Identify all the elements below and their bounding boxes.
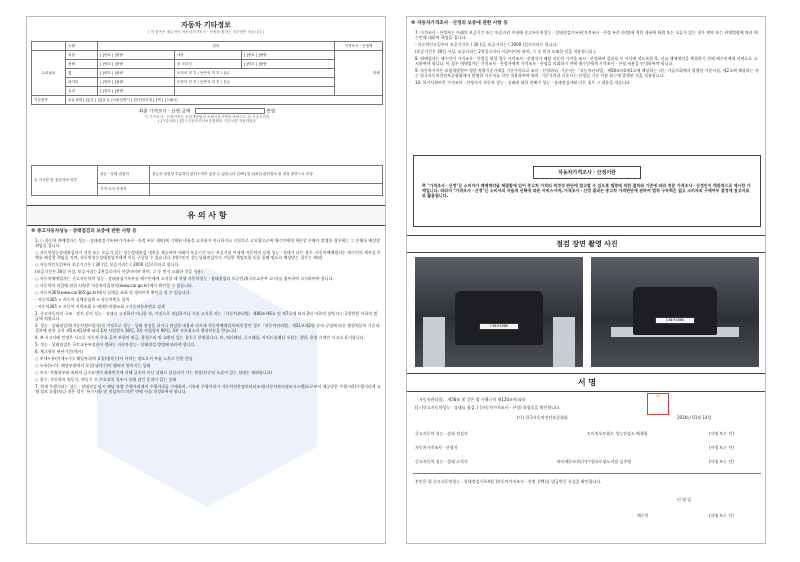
right-page — [406, 16, 766, 544]
inspection-photo-rear — [591, 257, 759, 367]
final-price-label: 최종 가격조사ㆍ산정 금액 — [138, 109, 191, 115]
final-price-box[interactable] — [195, 108, 265, 114]
grid-status: [ ]양호 [ ]불량 — [98, 51, 175, 60]
notice-paragraph: - 자동차365 > 자동차 이력조회 > 매매동차량조회 >자동차등록번호 검색 — [35, 304, 165, 309]
definition-title: 자동차가격조사ㆍ산정이란 — [533, 166, 641, 179]
inspection-photo-front — [415, 257, 583, 367]
notice-paragraph: 2. 중고자동차의 구조ㆍ장치 등의 성능ㆍ상태를 고지하지 아니한 자, 거짓으로 점검하거나 거짓 고지한 자는「자동차관리법」제80조제6호 및 제7호에 따라 2년 이하의 징역 또는 2천만원 이하의 벌금에 처합니다. — [35, 311, 378, 321]
notice-paragraph: 6. 체크항목 판단기준(예시) — [35, 349, 84, 354]
basic-value: 보유상태 [ ]없음 [ ]있음 ([ ]사용설명서 [ ]안전삼각대 [ ]잭 [ ]스패너) — [66, 96, 383, 105]
notice-paragraph: - 자동차인도일부터 보증기간은 ( 30 )일, 보증거리는 ( 2000 )킬로미터로 합니다. — [415, 42, 558, 47]
opinion-block — [31, 165, 383, 196]
closing-date[interactable]: 년 월 일 — [677, 497, 692, 502]
grid-label: 운전석 전 후 / 동반석 전 후 / 응급 — [174, 78, 334, 87]
definition-box — [413, 155, 761, 227]
grid-label: 내장 — [174, 51, 241, 60]
warranty-section-title: ※ 자동차가격조사ㆍ산정의 보증에 관한 사항 등 — [411, 21, 508, 26]
notice-paragraph: 4. ※ 시고이에 인정은 사고로 자동차 주요 골격 부위의 판금, 용접수리 및 교환이 있는 경우로 한정합니다. 단, 쿼터패널, 루프패널, 사이드실패널 부위는 절단, 용접 시에만 사고로 표기합니다. — [35, 335, 365, 340]
warranty-body — [407, 29, 765, 89]
sign-row-sig[interactable]: (서명 또는 인) — [709, 445, 734, 450]
notice-paragraph: ○ 미세누유(미세누수): 해당부위에 오일(냉각수)이 비치는 정도로서 부품 노후로 인한 현상 — [35, 356, 193, 361]
grid-status: [ ]양호 [ ]불량 — [98, 78, 175, 87]
sign-row-value: 도이치오토월드 성능점검소 배재형 — [587, 431, 648, 436]
notice-section: ※ 중고자동차성능ㆍ상태점검의 보증에 관한 사항 등 — [31, 229, 137, 234]
notice-body — [27, 237, 386, 398]
notice-paragraph: 7. 현재 주행거리는 성능ㆍ상태점검 당시 해당 차량 주행거리계의 주행거리를 기재하며, 기록된 주행거리가 자동차전산정보처리조직(자동차관리정보시스템)으로부터 제공받은 주행거리(주행거리계 교체 정보 포함)보다 적은 경우 '특기사항 및 점검자의 의견' 란에 이를 작성하여야 합니다. — [35, 384, 381, 394]
repair-group: 수리필요 — [32, 51, 66, 96]
notice-paragraph: ○ 부식: 차량하부와 외판의 금속표면이 화학반응에 의해 금속이 아닌 상태로 상실되어 가는 현상(단순히 녹슬어 있는 상태는 제외합니다) — [35, 370, 272, 375]
sign-row-label: 자동차가격조사ㆍ산정자 — [415, 445, 458, 450]
notice-paragraph: ○ 자동차365(www.car365.go.kr)에서 실매물 조회 및 정비이력 확인을 할 수 있습니다. — [35, 290, 191, 295]
price-unit: 만원 — [335, 51, 383, 96]
buyer-sig[interactable]: (서명 또는 인) — [709, 513, 734, 518]
car-icon — [455, 291, 543, 345]
col-item: 항목 — [98, 42, 335, 51]
notice-paragraph: ○ 자동차의 리콜에 관한 사항은 자동차리콜센터(www.car.go.kr)에서 확인할 수 있습니다. — [35, 283, 194, 288]
notice-paragraph: 5. 성능ㆍ상태점검은 국토교통부장관이 정하는 자동차성능ㆍ상태점검 방법에 따라야 합니다. — [35, 342, 196, 347]
plate-front: 138보4580 — [479, 323, 519, 330]
opinion-inspector-note: 성능과 평점상 부분적인 판단도착이 있을 수 있습니다. [TIP] 및 위치점 판단정보 및 대상 판단으로 부영 — [150, 166, 383, 184]
notice-paragraph: ○ 침수: 자동차의 원동기, 변속기 등 주요장치 일부가 물에 잠긴 흔적이 있는 상태 — [35, 377, 177, 382]
notice-paragraph: 10. 특기사항란은 가격조사ㆍ산정자가 자동차 성능ㆍ상태에 대한 견해가 성능ㆍ상태점검자와 다른 경우 그 내용을 적습니다. — [415, 80, 632, 85]
left-page — [26, 16, 386, 544]
photo-section-title: 점검 장면 촬영 사진 — [407, 235, 766, 253]
opinion-appraiser: 가격 조사 산정자 — [98, 184, 150, 196]
grid-label: 룸 크리닝 — [174, 60, 241, 69]
buyer-label: 매수인 — [637, 513, 649, 518]
notice-paragraph: 9. 자동차가격은 보험개발원이 정한 차량기준가액을 기준가격으로 조사ㆍ산정하되, 기준서는「자동차관리법」제58조의4제1호에 해당하는 자는 기술사회에서 발행한 기준서를, 제2호에 해당하는 자는 한국자동차진단보증협회에서 발행한 기준서를 각각 적용하여야 하며, 기준가격과 기준서는 산정일 기준 가장 최근에 발행된 것을 적용합니다. — [415, 68, 759, 78]
sign-section-title: 서 명 — [407, 373, 766, 392]
page-title: 자동차 기타정보 — [181, 21, 231, 29]
notice-paragraph: (보증기간은 30일 이상, 보증거리는 2천킬로미터 이상이어야 하며, 그 중 먼저 도래한 것을 적용) — [35, 269, 203, 274]
sign-date: 2026년 01월 14일 — [677, 415, 712, 420]
notice-paragraph: ○ 자동차인도일부터 보증기간은 ( 30 )일, 보증거리는 ( 2000 )킬로미터로 합니다. — [35, 262, 180, 267]
sign-row-value: 바이에른오토(주)수원오토월드지점 김주영 — [557, 459, 631, 464]
notice-paragraph: 1. ○ 자동차 매매업자는 성능ㆍ상태점검기록부(가격조사ㆍ산정 부분 제외)에 기재된 내용을 고지하지 아니하거나 거짓으로 고지함으로써 매수인에게 재산상 손해가 발생한 경우에는 그 손해를 배상할 책임을 집니다. — [35, 238, 380, 248]
notice-paragraph: 7. 가격조사ㆍ산정자는 아래의 보증기간 또는 보증거리 이내에 중고자동차성능ㆍ상태점검기록부(가격조사ㆍ산정 부분 한정)에 적힌 내용에 허위 또는 오류가 있는 경우 계약 또는 관계법령에 따라 매수인에 대하여 책임을 집니다. — [415, 30, 758, 40]
notice-paragraph: ○ 누유(누수): 해당부위에서 오일(냉각수)이 맺혀서 떨어지는 상태 — [35, 363, 151, 368]
sign-row-label: 중고자동차 성능ㆍ상태 점검자 — [415, 431, 468, 436]
grid-status: [ ]양호 [ ]불량 — [98, 87, 175, 96]
plate-rear: 138보4580 — [655, 317, 695, 324]
grid-label: 운전석 전 후 / 동반석 전 후 / 응급 — [174, 69, 334, 78]
sign-law: 「자동차관리법」 제58조 및 같은 법 시행규칙 제120조에 따라 — [415, 397, 526, 402]
grid-status: [ ]양호 [ ]불량 — [98, 60, 175, 69]
notice-paragraph: 8. 매매업자는 매수인이 가격조사ㆍ산정을 원할 경우 가격조사ㆍ산정자가 해당 자동차 가격을 조사ㆍ산정하여 결과를 이 서식에 적도록한 후, 이를 매매계약을 체결하기 전에 매수인에게 서면으로 고지하여야 합니다. 이 경우 매매업자는 가격조사ㆍ산정자에게 가격조사ㆍ산정을 의뢰하기 전에 매수인에게 가격조사ㆍ산정 비용을 안내하여야 합니다. — [415, 56, 758, 66]
car-icon — [633, 287, 717, 335]
sign-org: (사) 한국자동차진단보증협회 — [517, 415, 568, 420]
page-subtitle: ( 이 항목은 매수인이 자동차가격조사ㆍ산정을 원하는 경우에만 적습니다 ) — [147, 30, 265, 34]
grid-label: 휠 — [66, 69, 98, 78]
notice-paragraph: (보증기간은 30일 이상, 보증거리는 2천킬로미터 이상이어야 하며, 그 중 먼저 도래한 것을 적용합니다.) — [415, 49, 596, 54]
final-price-unit: 만원 — [266, 109, 276, 115]
grid-label: 유리 — [66, 87, 98, 96]
notice-paragraph: 3. 성능ㆍ상태점검자(자동차정비업자)가 거짓으로 성능ㆍ상태 점검을 하거나 점검한 내용과 다르게 자동차매매업자에게 알린 경우「자동차관리법」제21조제2항 등의 규정에 따른 행정처분의 기준과 절차에 관한 규칙 제5조제1항에 따라 1차 사업정지 30일, 2차 사업정지 90일, 3차 등록취소의 행정처분을 받습니다. — [35, 323, 380, 333]
grid-label: 외장 — [66, 51, 98, 60]
sign-row-label: 중고자동차 성능ㆍ상태 고지자 — [415, 459, 468, 464]
col-quantity: 수량 — [66, 42, 98, 51]
sign-check: ([✓]중고자동차성능ㆍ상태를 점검, [ ]자동차가격조사ㆍ산정) 하였음을 확인합니다. — [415, 405, 561, 410]
basic-label: 기본품목 — [32, 96, 66, 105]
notice-paragraph: ○ 자동차성능상태점검자가 거짓 또는 오류가 있는 성능상태점검 내용을 제공하여 아래의 보증기간 또는 보증거리 이내에 자동차의 실제 성능ㆍ상태가 다른 경우, 자동차매매업자는 매수인의 재산상 손해를 배상할 책임을 지며, 자동차성능상태점검자에게 이를 구상할 수 있습니다. (매수인이 성능상태점검자가 가입한 책임보험 등을 통해 별도로 배상받는 경우는 제외) — [35, 250, 381, 260]
opinion-label: 특 기사항 및 점검자의 의견 — [32, 166, 98, 196]
notice-paragraph: - 자동차365 > 자동차 실매물검색 > 자동차번호 입력 — [35, 297, 130, 302]
price-grid — [31, 41, 383, 124]
grid-status: [ ]양호 [ ]불량 — [241, 60, 334, 69]
closing-text: 본인은 위 중고자동차성능ㆍ상태점검기록부([ ]자동차가격조사ㆍ산정 선택)를 발급받은 사실을 확인합니다. — [415, 479, 602, 484]
grid-status: [ ]양호 [ ]불량 — [241, 51, 334, 60]
sign-row-sig[interactable]: (서명 또는 인) — [709, 431, 734, 436]
notice-title: 유 의 사 항 — [27, 205, 386, 226]
sign-row-sig[interactable]: (서명 또는 인) — [709, 459, 734, 464]
final-price-note: 이 가격조사ㆍ산정가격은 보험개발원의 차량기준가액을 바탕으로 한 기준가격과 [ ]기술사회 [ ]한국자동차진단보증협회의 기준서를 적용하였음 — [144, 114, 270, 124]
official-seal: 印 — [647, 393, 669, 415]
grid-status: [ ]양호 [ ]불량 — [98, 69, 175, 78]
definition-text: ※ "가격조사ㆍ산정"은 소비자가 매매계약을 체결함에 있어 중고차 가격의 적정성 판단에 참고할 수 있도록 법령에 의한 절차와 기준에 따라 전문 가격조사ㆍ산정인이 객관적으로 제시한 가액입니다. 따라서 "가격조사ㆍ산정"은 소비자의 자율적 선택에 따른 서비스이며, 가격조사ㆍ산정 결과는 중고차 가격판단에 관하여 법적 구속력은 없고 소비자의 구매여부 결정에 참고자료로 활용됩니다. — [422, 183, 751, 198]
col-price: 가격조사ㆍ산정액 — [335, 42, 383, 51]
opinion-inspector: 성능ㆍ상태 점검자 — [98, 166, 150, 184]
notice-paragraph: ○ 자동차매매업자는 중고자동차의 성능ㆍ상태점검기록부를 매수인에게 고지할 때 현행 자동차성능ㆍ상태점검의 보증범위(국토교통부 고시)를 첨부하여 고지하여야 합니다. — [35, 276, 334, 281]
grid-label: 타이어 — [66, 78, 98, 87]
grid-label: 광택 — [66, 60, 98, 69]
